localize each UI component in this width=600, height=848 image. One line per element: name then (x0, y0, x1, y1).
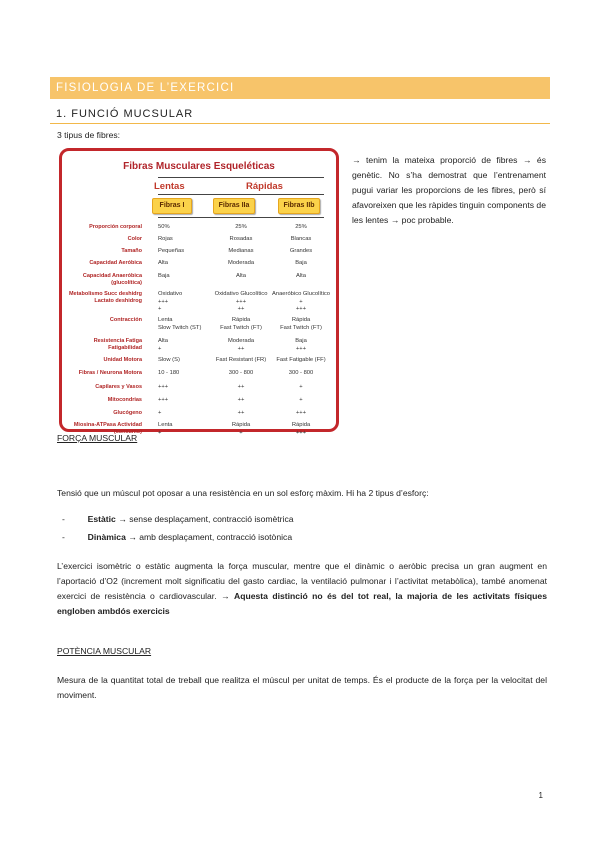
document-header-banner (50, 77, 550, 99)
table-cell: +++ (158, 384, 169, 390)
fiber-type-badge: Fibras IIa (213, 198, 255, 214)
side-note: → tenim la mateixa proporció de fibres → és genètic. No s’ha demostrat que l’entrenament pugui variar les proporcions de les fibres, però sí afavoreixen que les ràpides tinguin components de les lentes → poc probable. (352, 155, 546, 226)
table-cell: Slow (S) (158, 357, 180, 363)
row-label: Capacidad Aeróbica (89, 260, 142, 266)
figure-title: Fibras Musculares Esqueléticas (123, 161, 275, 172)
table-cell: Anaeróbico Glucolítico + +++ (271, 291, 330, 313)
figure-divider (158, 217, 324, 218)
section-heading (50, 104, 550, 124)
page-number: 1 (538, 791, 543, 800)
table-cell: +++ (158, 397, 169, 403)
table-cell: Baja (295, 260, 307, 266)
table-cell: Lenta + (158, 422, 173, 436)
list-desc: → sense desplaçament, contracció isomètrica (115, 514, 294, 524)
list-desc: → amb desplaçament, contracció isotònica (125, 532, 293, 542)
table-cell: 25% (235, 224, 247, 230)
table-cell: Oxidativo Glucolítico +++ ++ (214, 291, 268, 313)
table-cell: Oxidativo +++ + (158, 291, 183, 313)
table-cell: Alta (296, 273, 306, 279)
row-label: Tamaño (121, 248, 142, 254)
muscle-fiber-table-figure (59, 148, 339, 436)
table-cell: Rápida Fast Twitch (FT) (220, 317, 262, 331)
table-cell: 300 - 800 (228, 370, 254, 376)
table-cell: +++ (295, 410, 307, 416)
table-cell: Alta (236, 273, 246, 279)
table-cell: Fast Resistant (FR) (215, 357, 267, 363)
forca-text: Tensió que un múscul pot oposar a una resistència en un sol esforç màxim. Hi ha 2 tipus d’esforç: (57, 488, 429, 498)
table-cell: Fast Fatigable (FF) (276, 357, 326, 363)
table-cell: + (158, 410, 162, 416)
row-label: Contracción (109, 317, 142, 323)
row-label: Capacidad Anaeróbica (glucolítica) (82, 273, 142, 286)
table-cell: + (299, 397, 303, 403)
row-label: Proporción corporal (89, 224, 142, 230)
fiber-type-badge: Fibras IIb (278, 198, 320, 214)
table-cell: Rojas (158, 236, 173, 242)
list-bullet: - (62, 532, 65, 542)
table-cell: + (299, 384, 303, 390)
table-cell: ++ (237, 410, 245, 416)
row-label: Mitocondrias (107, 397, 142, 403)
group-slow-label: Lentas (154, 181, 185, 192)
forca-heading: FORÇA MUSCULAR (57, 433, 138, 443)
forca-para-bold: Aquesta distinció no és del tot real, la majoria de les activitats físiques engloben ambdós exercicis (57, 591, 547, 617)
table-cell: Baja +++ (295, 338, 307, 352)
row-label: Capilares y Vasos (95, 384, 142, 390)
row-label: Resistencia Fatiga Fatigabilidad (93, 338, 142, 351)
table-cell: 300 - 800 (288, 370, 314, 376)
table-cell: ++ (237, 384, 245, 390)
table-cell: Alta + (158, 338, 168, 352)
forca-para-text: L’exercici isomètric o estàtic augmenta la força muscular, mentre que el dinàmic o aeròbic precisa un gran augment en l’aportació d’O2 (increment molt significatiu del gasto cardiac, la ventilació pulmonar i l’activitat metabòlica), també anomenat exercici de resistència o cardiovascular. → (57, 561, 547, 602)
table-cell: ++ (237, 397, 245, 403)
row-label: Metabolismo Succ deshidrg Lactato deshidrog (68, 291, 142, 304)
row-label: Fibras / Neurona Motora (78, 370, 142, 376)
table-cell: Pequeñas (158, 248, 185, 254)
fiber-type-badge: Fibras I (152, 198, 192, 214)
row-label: Color (127, 236, 142, 242)
table-cell: Alta (158, 260, 168, 266)
table-cell: Lenta Slow Twitch (ST) (158, 317, 202, 331)
table-cell: 50% (158, 224, 170, 230)
intro-text: 3 tipus de fibres: (57, 130, 121, 140)
row-label: Miosina-ATPasa Actividad (consumo) (73, 422, 142, 435)
group-fast-label: Rápidas (246, 181, 283, 192)
figure-divider (158, 177, 324, 178)
list-bullet: - (62, 514, 65, 524)
potencia-heading: POTÈNCIA MUSCULAR (57, 646, 152, 656)
forca-paragraph (57, 559, 547, 619)
table-cell: Blancas (290, 236, 312, 242)
list-item (62, 512, 294, 527)
table-cell: Baja (158, 273, 170, 279)
list-term: Dinàmica (87, 532, 126, 542)
row-label: Unidad Motora (103, 357, 142, 363)
table-cell: Rosadas (229, 236, 253, 242)
table-cell: Rápida + (231, 422, 251, 436)
section-title: 1. FUNCIÓ MUCSULAR (56, 108, 194, 120)
list-term: Estàtic (87, 514, 116, 524)
table-cell: Moderada ++ (227, 338, 255, 352)
table-cell: Medianas (228, 248, 254, 254)
table-cell: Grandes (289, 248, 313, 254)
row-label: Glucógeno (113, 410, 142, 416)
table-cell: Rápida +++ (291, 422, 311, 436)
figure-divider (158, 194, 324, 195)
table-cell: Rápida Fast Twitch (FT) (280, 317, 322, 331)
table-cell: Moderada (227, 260, 255, 266)
document-title: FISIOLOGIA DE L’EXERCICI (56, 82, 235, 94)
potencia-text: Mesura de la quantitat total de treball que realitza el múscul per unitat de temps. És el producte de la força per la velocitat del moviment. (57, 675, 547, 701)
table-cell: 25% (295, 224, 307, 230)
table-cell: 10 - 180 (158, 370, 180, 376)
list-item (62, 530, 292, 545)
